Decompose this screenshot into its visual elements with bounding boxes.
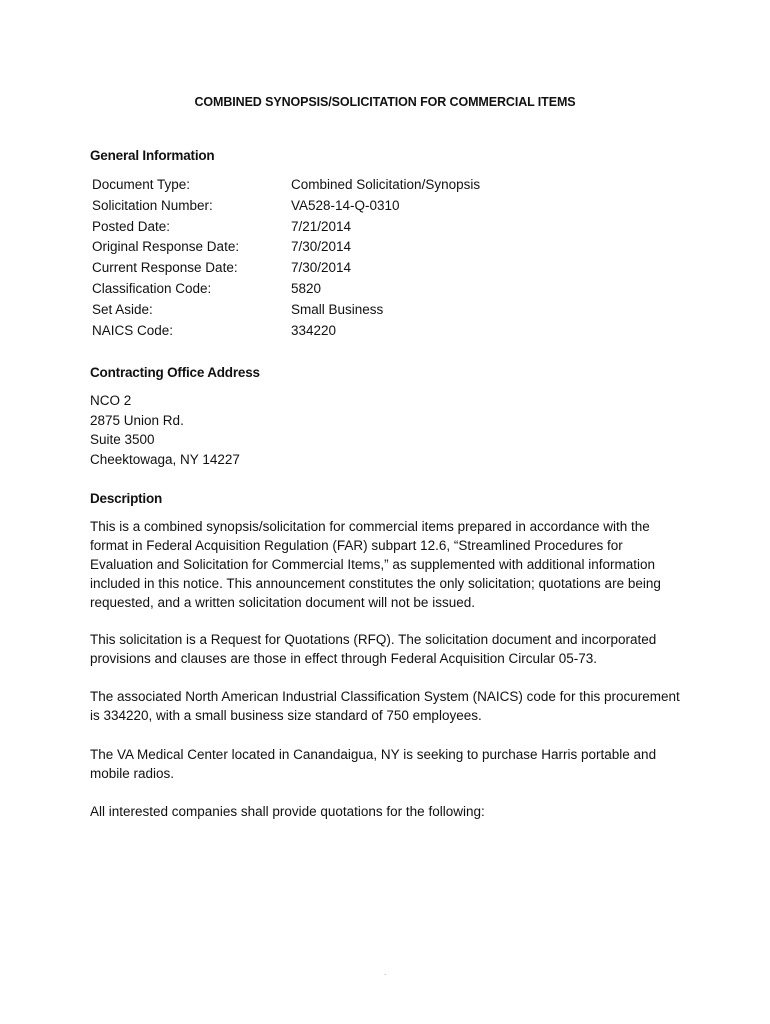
description-paragraph: This solicitation is a Request for Quotations (RFQ). The solicitation document and incorporated provisions and clauses are those in effect through Federal Acquisition Circular 05-73. <box>90 632 657 666</box>
contracting-office-heading: Contracting Office Address <box>90 365 260 380</box>
contracting-office-address <box>90 391 240 469</box>
info-label: Document Type: <box>92 177 191 192</box>
info-label: Solicitation Number: <box>92 197 213 213</box>
info-label: Classification Code: <box>92 280 212 296</box>
page-footer-mark: . <box>384 968 387 977</box>
info-row <box>92 300 480 321</box>
address-line: NCO 2 <box>90 393 132 408</box>
info-value: Small Business <box>291 301 384 317</box>
address-line: 2875 Union Rd. <box>90 412 184 428</box>
info-row <box>92 217 480 238</box>
info-label: Set Aside: <box>92 301 153 317</box>
general-information-table <box>92 175 480 341</box>
info-label: Current Response Date: <box>92 260 238 276</box>
info-value: Combined Solicitation/Synopsis <box>291 177 481 192</box>
info-row <box>92 258 480 279</box>
info-label: NAICS Code: <box>92 322 174 338</box>
info-value: VA528-14-Q-0310 <box>291 197 400 213</box>
address-line: Cheektowaga, NY 14227 <box>90 451 240 467</box>
description-heading: Description <box>90 491 163 506</box>
info-value: 7/30/2014 <box>291 239 352 255</box>
description-paragraph: All interested companies shall provide quotations for the following: <box>90 804 485 819</box>
info-row <box>92 279 480 300</box>
general-information-heading: General Information <box>90 148 215 163</box>
info-value: 334220 <box>291 322 337 338</box>
info-row <box>92 237 480 258</box>
address-line: Suite 3500 <box>90 432 155 447</box>
info-value: 5820 <box>291 280 322 296</box>
info-row <box>92 196 480 217</box>
info-value: 7/21/2014 <box>291 218 352 234</box>
info-row <box>92 321 480 342</box>
info-row <box>92 175 480 196</box>
info-value: 7/30/2014 <box>291 260 352 276</box>
info-label: Posted Date: <box>92 218 171 234</box>
description-paragraph: The VA Medical Center located in Canandaigua, NY is seeking to purchase Harris portable and mobile radios. <box>90 747 657 781</box>
info-label: Original Response Date: <box>92 239 240 255</box>
description-paragraph: This is a combined synopsis/solicitation for commercial items prepared in accordance with the format in Federal Acquisition Regulation (FAR) subpart 12.6, “Streamlined Procedures for Evaluation and Solicitation for Commercial Items,” as supplemented with additional information included in this notice. This announcement constitutes the only solicitation; quotations are being requested, and a written solicitation document will not be issued. <box>90 519 661 610</box>
document-title: COMBINED SYNOPSIS/SOLICITATION FOR COMMERCIAL ITEMS <box>194 95 576 109</box>
description-paragraph: The associated North American Industrial Classification System (NAICS) code for this procurement is 334220, with a small business size standard of 750 employees. <box>90 689 680 723</box>
